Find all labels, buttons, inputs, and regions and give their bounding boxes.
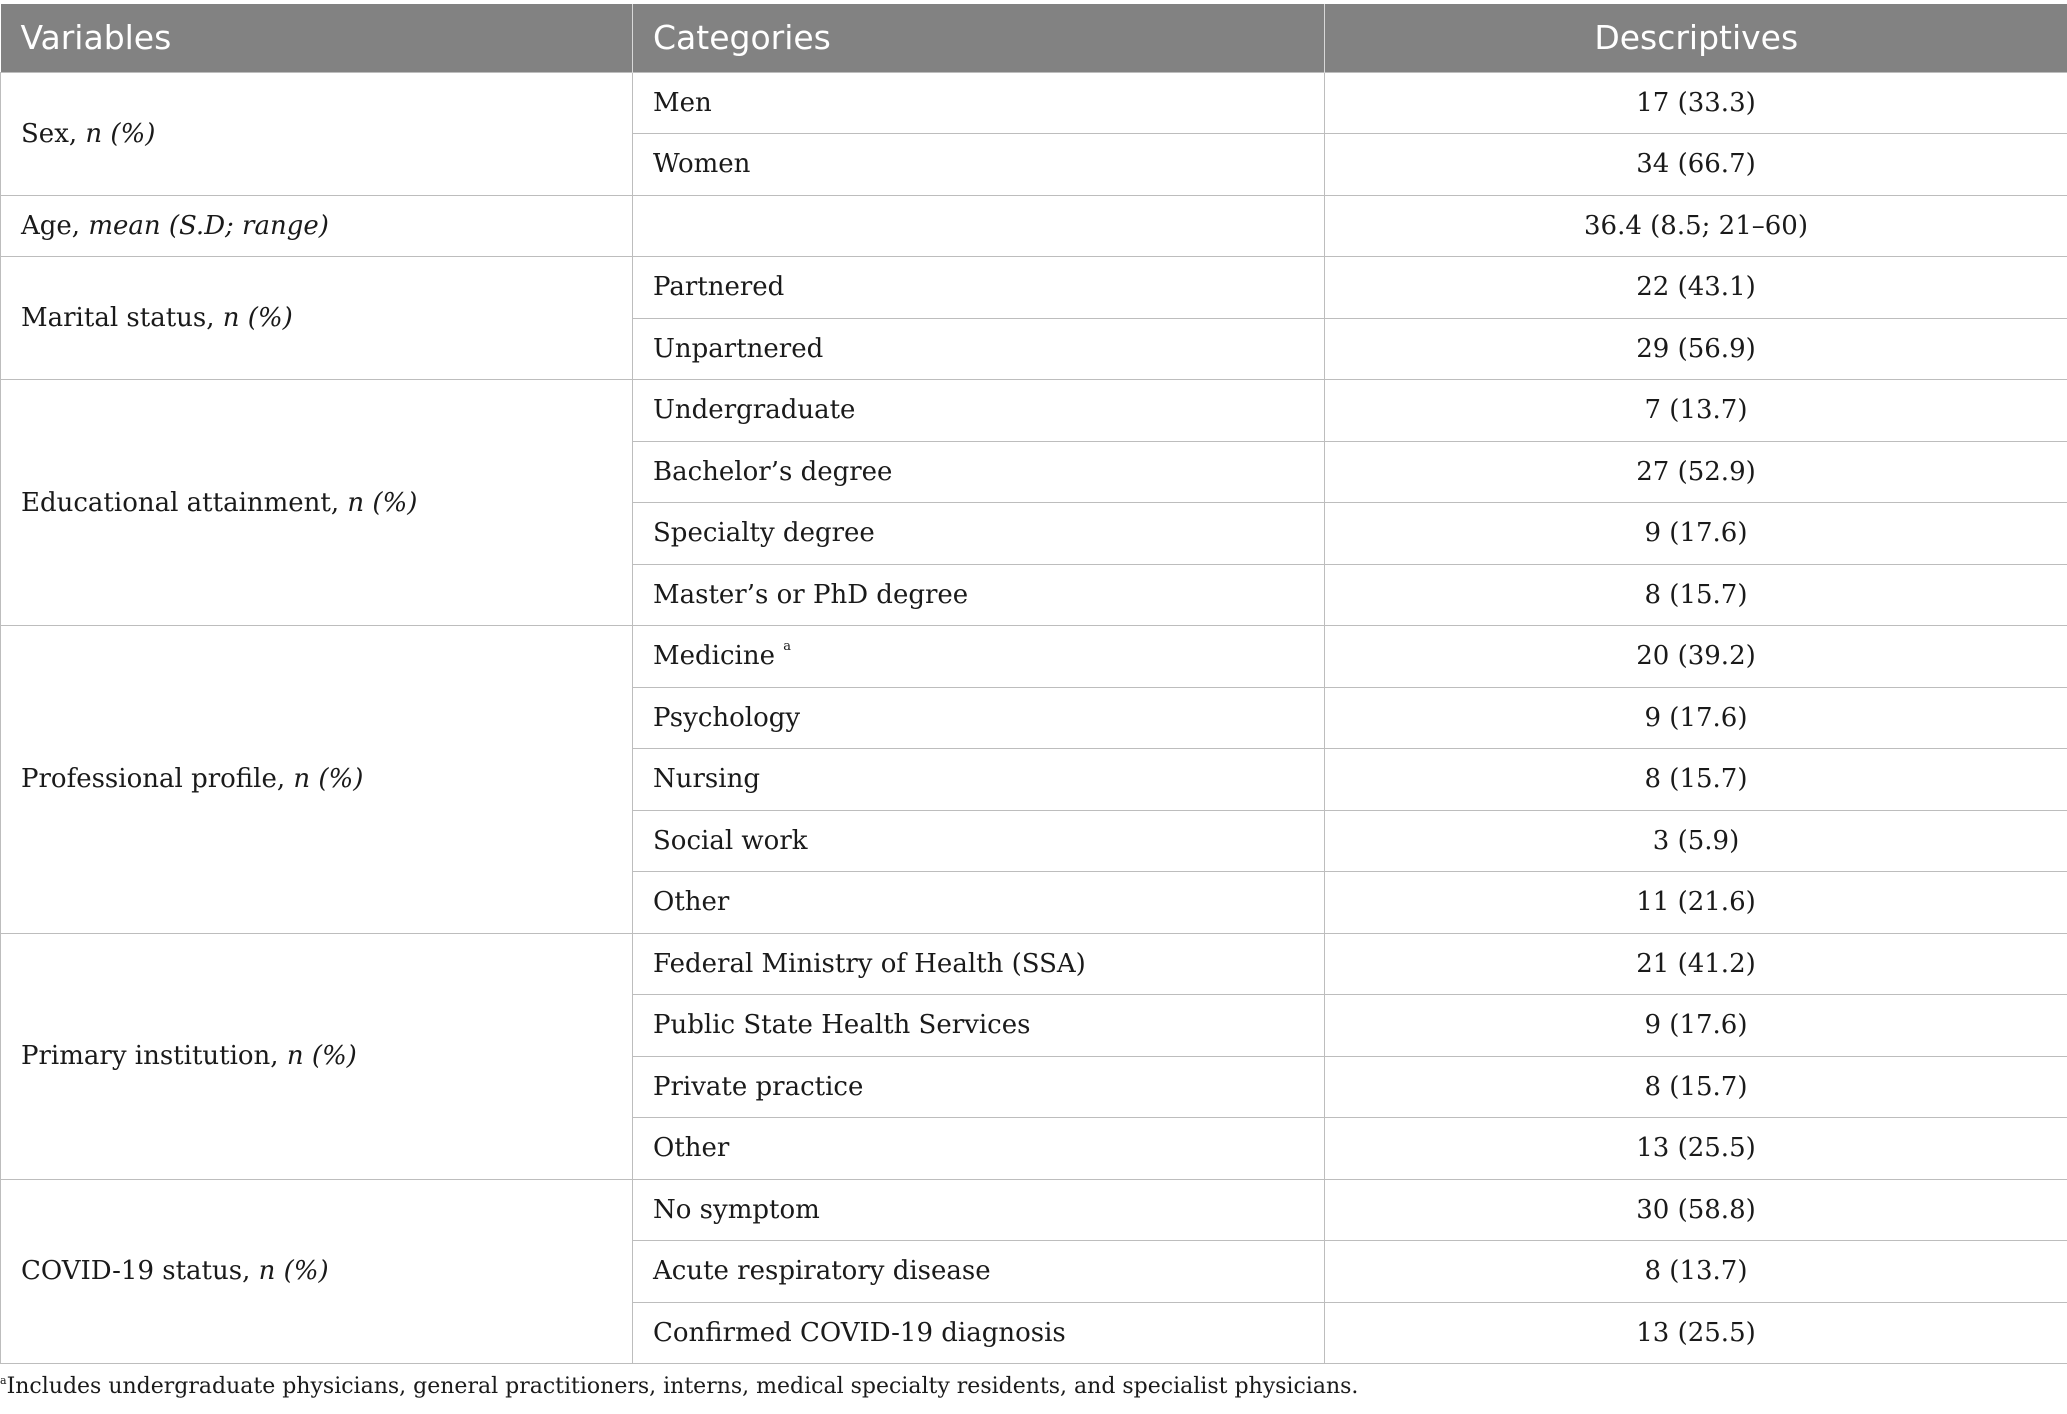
- value-cell: 9 (17.6): [1325, 995, 2067, 1057]
- variable-cell-primary-institution: [1, 933, 633, 1179]
- variable-cell-marital-status: [1, 257, 633, 380]
- value-cell: 29 (56.9): [1325, 318, 2067, 380]
- value-cell: 36.4 (8.5; 21–60): [1325, 195, 2067, 257]
- value-cell: 13 (25.5): [1325, 1118, 2067, 1180]
- category-cell: Partnered: [633, 257, 1325, 319]
- value-cell: 17 (33.3): [1325, 72, 2067, 134]
- value-cell: 13 (25.5): [1325, 1302, 2067, 1364]
- table-row: [1, 195, 2067, 257]
- category-cell: Women: [633, 134, 1325, 196]
- category-cell: Other: [633, 872, 1325, 934]
- category-cell: Men: [633, 72, 1325, 134]
- variable-qualifier: n (%): [347, 487, 418, 518]
- variable-cell-sex: [1, 72, 633, 195]
- category-cell: Other: [633, 1118, 1325, 1180]
- category-cell: [633, 626, 1325, 688]
- value-cell: 34 (66.7): [1325, 134, 2067, 196]
- value-cell: 27 (52.9): [1325, 441, 2067, 503]
- category-cell: Unpartnered: [633, 318, 1325, 380]
- header-variables: Variables: [1, 4, 633, 72]
- header-row: [1, 4, 2067, 72]
- footnote-text: Includes undergraduate physicians, general practitioners, interns, medical specialty residents, and specialist physicians.: [6, 1374, 1359, 1399]
- table-row: [1, 257, 2067, 319]
- category-cell: Federal Ministry of Health (SSA): [633, 933, 1325, 995]
- category-cell: Undergraduate: [633, 380, 1325, 442]
- variable-qualifier: n (%): [85, 118, 156, 149]
- value-cell: 20 (39.2): [1325, 626, 2067, 688]
- footnote-marker: a: [0, 1374, 7, 1387]
- variable-label: Age,: [21, 210, 89, 241]
- category-cell: Public State Health Services: [633, 995, 1325, 1057]
- variable-label: Professional profile,: [21, 764, 294, 795]
- table-row: [1, 380, 2067, 442]
- category-cell: [633, 195, 1325, 257]
- table-header: [1, 4, 2067, 72]
- table-row: [1, 626, 2067, 688]
- header-descriptives: Descriptives: [1325, 4, 2067, 72]
- value-cell: 8 (15.7): [1325, 564, 2067, 626]
- value-cell: 8 (13.7): [1325, 1241, 2067, 1303]
- category-cell: Specialty degree: [633, 503, 1325, 565]
- category-cell: Psychology: [633, 687, 1325, 749]
- category-cell: Confirmed COVID-19 diagnosis: [633, 1302, 1325, 1364]
- value-cell: 22 (43.1): [1325, 257, 2067, 319]
- variable-cell-educational-attainment: [1, 380, 633, 626]
- footnote-marker: a: [783, 639, 792, 655]
- category-label: Medicine: [653, 641, 784, 672]
- table-footnote: [0, 1374, 1358, 1399]
- category-cell: Master’s or PhD degree: [633, 564, 1325, 626]
- variable-qualifier: n (%): [293, 764, 364, 795]
- value-cell: 21 (41.2): [1325, 933, 2067, 995]
- category-cell: Nursing: [633, 749, 1325, 811]
- variable-label: Primary institution,: [21, 1041, 287, 1071]
- descriptives-table: [0, 4, 2067, 1364]
- table-row: [1, 72, 2067, 134]
- value-cell: 8 (15.7): [1325, 749, 2067, 811]
- category-cell: Acute respiratory disease: [633, 1241, 1325, 1303]
- variable-qualifier: mean (S.D; range): [88, 210, 329, 241]
- variable-qualifier: n (%): [286, 1041, 357, 1071]
- variable-cell-professional-profile: [1, 626, 633, 934]
- value-cell: 9 (17.6): [1325, 687, 2067, 749]
- value-cell: 3 (5.9): [1325, 810, 2067, 872]
- category-cell: Bachelor’s degree: [633, 441, 1325, 503]
- value-cell: 7 (13.7): [1325, 380, 2067, 442]
- variable-label: Sex,: [21, 118, 86, 149]
- variable-cell-covid-status: [1, 1179, 633, 1364]
- value-cell: 9 (17.6): [1325, 503, 2067, 565]
- variable-qualifier: n (%): [222, 303, 293, 333]
- category-cell: Private practice: [633, 1056, 1325, 1118]
- value-cell: 8 (15.7): [1325, 1056, 2067, 1118]
- variable-label: Marital status,: [21, 303, 223, 333]
- value-cell: 30 (58.8): [1325, 1179, 2067, 1241]
- variable-cell-age: [1, 195, 633, 257]
- category-cell: Social work: [633, 810, 1325, 872]
- table-row: [1, 933, 2067, 995]
- category-cell: No symptom: [633, 1179, 1325, 1241]
- table-body: [1, 72, 2067, 1364]
- variable-label: COVID-19 status,: [21, 1256, 259, 1287]
- variable-label: Educational attainment,: [21, 487, 348, 518]
- value-cell: 11 (21.6): [1325, 872, 2067, 934]
- variable-qualifier: n (%): [258, 1256, 329, 1287]
- header-categories: Categories: [633, 4, 1325, 72]
- table-row: [1, 1179, 2067, 1241]
